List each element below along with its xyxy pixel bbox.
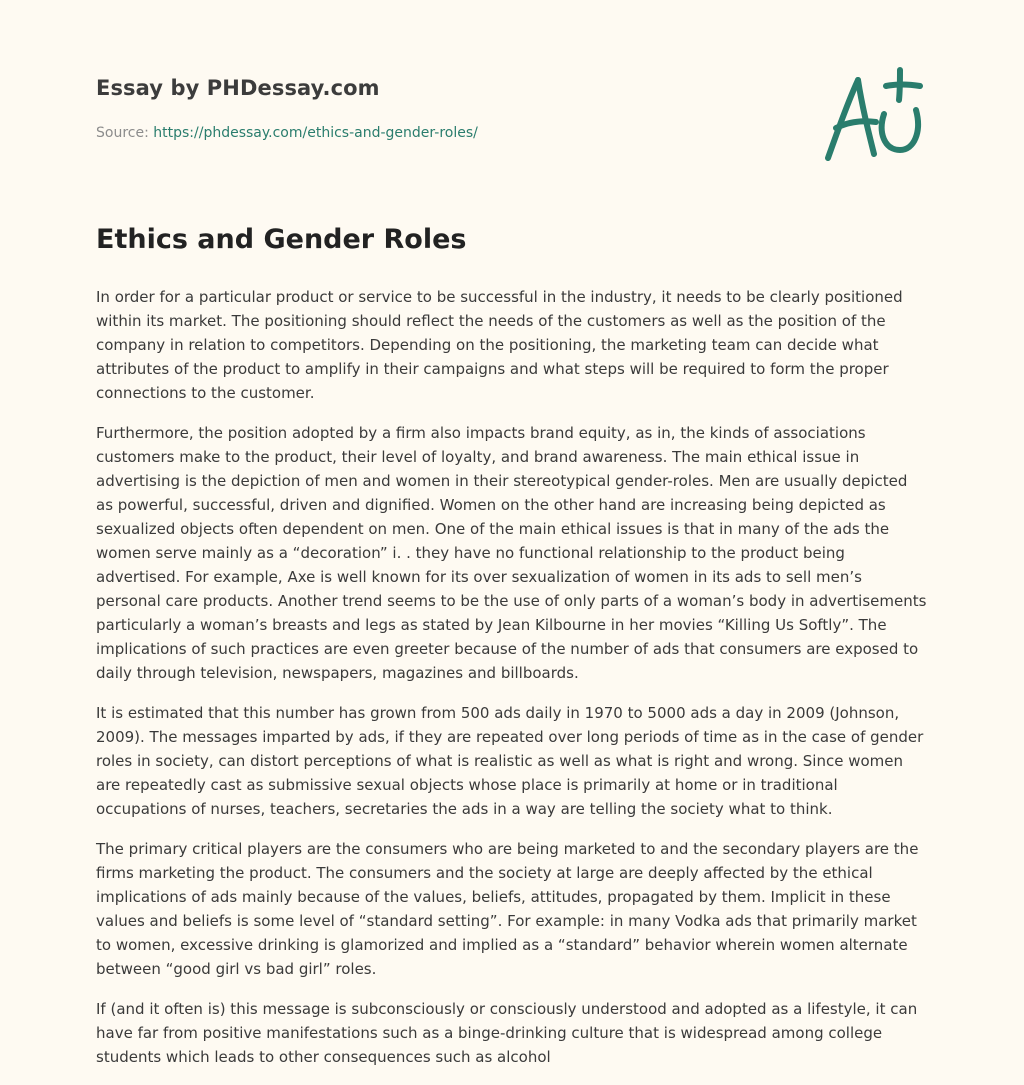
essay-title: Ethics and Gender Roles bbox=[96, 224, 467, 255]
essay-paragraph: The primary critical players are the consumers who are being marketed to and the secondary players are the firms marketing the product. The consumers and the society at large are deeply affected by the ethical implications of ads mainly because of the values, beliefs, attitudes, propagated by them. Implicit in these values and beliefs is some level of “standard setting”. For example: in many Vodka ads that primarily market to women, excessive drinking is glamorized and implied as a “standard” behavior wherein women alternate between “good girl vs bad girl” roles. bbox=[96, 840, 919, 978]
essay-paragraph: It is estimated that this number has grown from 500 ads daily in 1970 to 5000 ads a day in 2009 (Johnson, 2009). The messages imparted by ads, if they are repeated over long periods of time as in the case of gender roles in society, can distort perceptions of what is realistic as well as what is right and wrong. Since women are repeatedly cast as submissive sexual objects whose place is primarily at home or in traditional occupations of nurses, teachers, secretaries the ads in a way are telling the society what to think. bbox=[96, 704, 924, 818]
source-link[interactable]: https://phdessay.com/ethics-and-gender-roles/ bbox=[153, 125, 478, 141]
source-line bbox=[96, 125, 478, 141]
page-header bbox=[96, 0, 928, 200]
essay-paragraph: If (and it often is) this message is subconsciously or consciously understood and adopted as a lifestyle, it can have far from positive manifestations such as a binge-drinking culture that is widespread among college students which leads to other consequences such as alcohol bbox=[96, 1000, 918, 1066]
a-plus-logo-icon bbox=[822, 66, 926, 166]
brand-title: Essay by PHDessay.com bbox=[96, 76, 380, 100]
essay-paragraph: Furthermore, the position adopted by a firm also impacts brand equity, as in, the kinds of associations customers make to the product, their level of loyalty, and brand awareness. The main ethical issue in advertising is the depiction of men and women in their stereotypical gender-roles. Men are usually depicted as powerful, successful, driven and dignified. Women on the other hand are increasing being depicted as sexualized objects often dependent on men. One of the main ethical issues is that in many of the ads the women serve mainly as a “decoration” i. . they have no functional relationship to the product being advertised. For example, Axe is well known for its over sexualization of women in its ads to sell men’s personal care products. Another trend seems to be the use of only parts of a woman’s body in advertisements particularly a woman’s breasts and legs as stated by Jean Kilbourne in her movies “Killing Us Softly”. The implications of such practices are even greeter because of the number of ads that consumers are exposed to daily through television, newspapers, magazines and billboards. bbox=[96, 424, 927, 682]
essay-page bbox=[96, 0, 928, 1066]
source-label: Source: bbox=[96, 125, 149, 141]
essay-body bbox=[96, 285, 928, 1085]
essay-paragraph: In order for a particular product or service to be successful in the industry, it needs to be clearly positioned within its market. The positioning should reflect the needs of the customers as well as the position of the company in relation to competitors. Depending on the positioning, the marketing team can decide what attributes of the product to amplify in their campaigns and what steps will be required to form the proper connections to the customer. bbox=[96, 288, 903, 402]
